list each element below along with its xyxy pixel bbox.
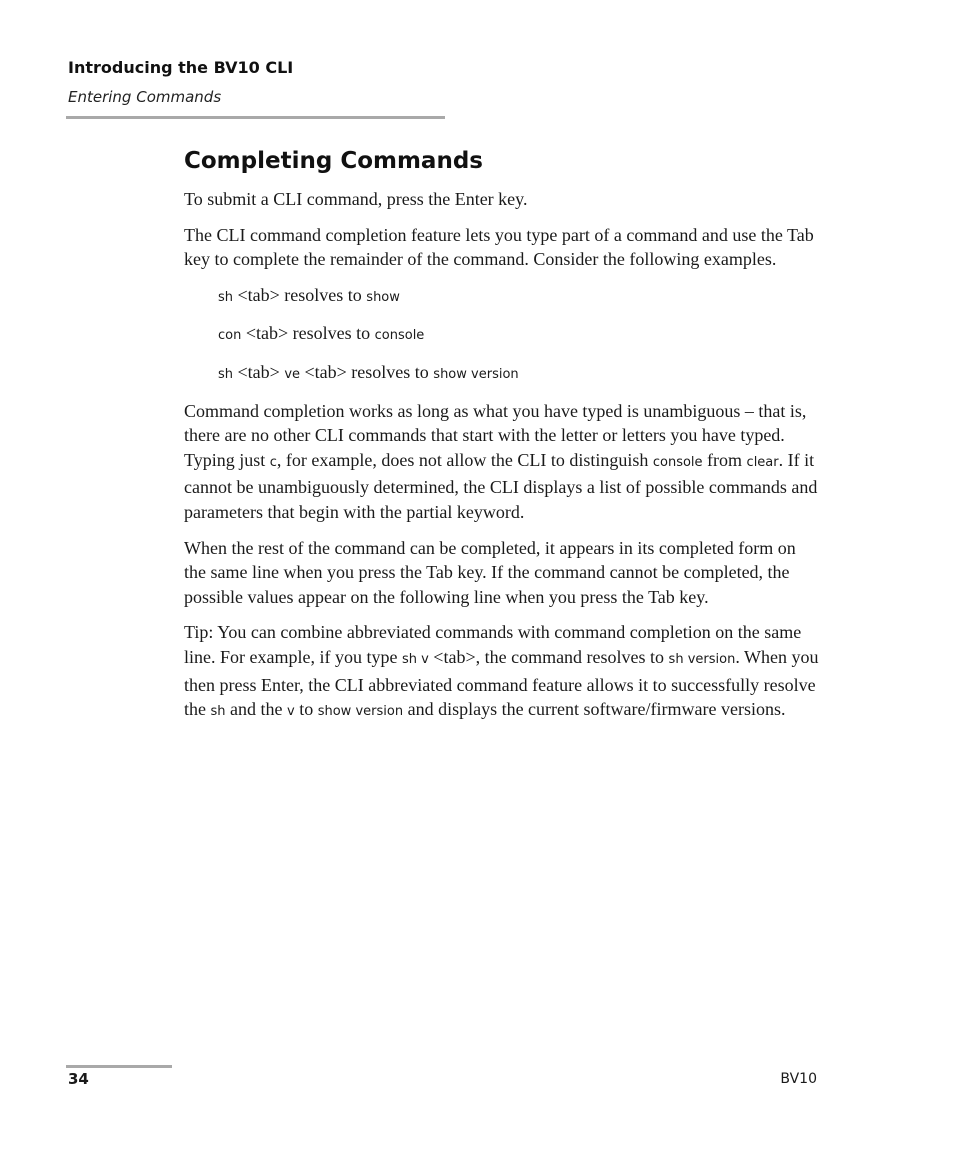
chapter-title: Introducing the BV10 CLI <box>68 58 294 77</box>
product-name: BV10 <box>780 1071 817 1087</box>
code-term: show version <box>433 366 519 382</box>
code-term: sh <box>218 289 234 305</box>
paragraph-tip <box>184 620 820 724</box>
running-header <box>68 58 293 107</box>
page-number: 34 <box>68 1070 89 1088</box>
body-text: to <box>294 699 318 720</box>
example-text: <tab> resolves to <box>233 284 367 305</box>
code-term: show <box>366 289 400 305</box>
header-rule <box>66 116 445 119</box>
body-text: and the <box>225 699 287 720</box>
body-text: from <box>702 449 747 470</box>
code-term: c <box>269 454 277 470</box>
example-text: <tab> <box>233 361 285 382</box>
code-term: con <box>218 328 242 344</box>
code-term: sh version <box>668 651 736 667</box>
paragraph-submit: To submit a CLI command, press the Enter key. <box>184 189 528 209</box>
code-term: console <box>374 328 425 344</box>
paragraph-completion-intro: The CLI command completion feature lets you type part of a command and use the Tab key to complete the remainder of the command. Consider the following examples. <box>184 224 814 270</box>
main-content <box>184 146 820 736</box>
footer-rule <box>66 1065 172 1068</box>
paragraph-ambiguity <box>184 399 820 525</box>
example-line <box>218 360 820 388</box>
body-text: Command completion works as long as what you have typed is unambiguous – that is, there are no other CLI commands that start with the letter or letters you have typed. Typing just <box>184 400 807 470</box>
page-heading: Completing Commands <box>184 148 483 174</box>
body-text: and displays the current software/firmware versions. <box>403 699 786 720</box>
code-term: show version <box>317 704 404 720</box>
code-term: sh <box>218 366 234 382</box>
body-text: , for example, does not allow the CLI to distinguish <box>276 449 653 470</box>
section-title: Entering Commands <box>68 88 222 106</box>
body-text: . If it cannot be unambiguously determined, the CLI displays a list of possible commands and parameters that begin with the partial keyword. <box>184 449 818 522</box>
code-term: sh v <box>401 651 429 667</box>
code-term: sh <box>210 704 226 720</box>
example-text: <tab> resolves to <box>241 323 375 344</box>
body-text: <tab>, the command resolves to <box>428 646 669 667</box>
example-line <box>218 283 820 311</box>
paragraph-tab-behavior: When the rest of the command can be completed, it appears in its completed form on the same line when you press the Tab key. If the command cannot be completed, the possible values appear on the following line when you press the Tab key. <box>184 537 796 607</box>
code-term: ve <box>284 366 301 382</box>
example-line <box>218 321 820 349</box>
code-term: v <box>287 704 295 720</box>
code-term: console <box>652 454 703 470</box>
example-text: <tab> resolves to <box>300 361 434 382</box>
code-term: clear <box>746 454 779 470</box>
body-text: Tip: You can combine abbreviated commands with command completion on the same line. For example, if you type <box>184 622 802 667</box>
body-text: . When you then press Enter, the CLI abbreviated command feature allows it to successfully resolve the <box>184 646 819 720</box>
